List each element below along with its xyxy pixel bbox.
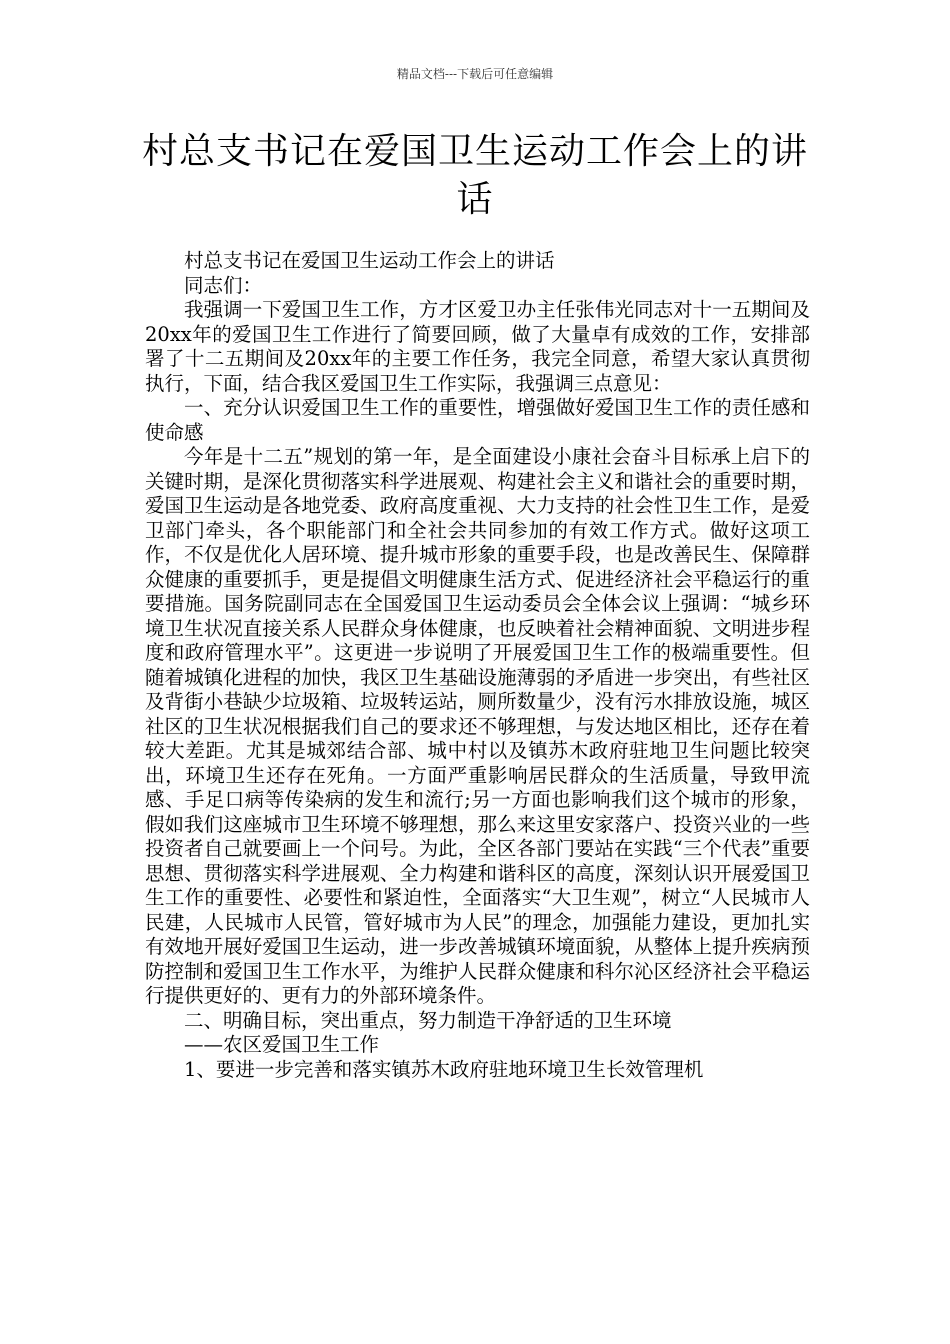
body-paragraph: 1、要进一步完善和落实镇苏木政府驻地环境卫生长效管理机	[184, 1057, 704, 1081]
body-paragraph: 同志们：	[184, 273, 263, 297]
body-paragraph: 今年是十二五”规划的第一年，是全面建设小康社会奋斗目标承上启下的关键时期，是深化贯彻落实科学进展观、构建社会主义和谐社会的重要时期，爱国卫生运动是各地党委、政府高度重视、大力支持的社会性卫生工作，是爱卫部门牵头，各个职能部门和全社会共同参加的有效工作方式。做好这项工作，不仅是优化人居环境、提升城市形象的重要手段，也是改善民生、保障群众健康的重要抓手，更是提倡文明健康生活方式、促进经济社会平稳运行的重要措施。国务院副同志在全国爱国卫生运动委员会全体会议上强调：“城乡环境卫生状况直接关系人民群众身体健康，也反映着社会精神面貌、文明进步程度和政府管理水平”。这更进一步说明了开展爱国卫生工作的极端重要性。但随着城镇化进程的加快，我区卫生基础设施薄弱的矛盾进一步突出，有些社区及背街小巷缺少垃圾箱、垃圾转运站，厕所数量少，没有污水排放设施，城区社区的卫生状况根据我们自己的要求还不够理想，与发达地区相比，还存在着较大差距。尤其是城郊结合部、城中村以及镇苏木政府驻地卫生问题比较突出，环境卫生还存在死角。一方面严重影响居民群众的生活质量，导致甲流感、手足口病等传染病的发生和流行;另一方面也影响我们这个城市的形象，假如我们这座城市卫生环境不够理想，那么来这里安家落户、投资兴业的一些投资者自己就要画上一个问号。为此，全区各部门要站在实践“三个代表”重要思想、贯彻落实科学进展观、全力构建和谐科区的高度，深刻认识开展爱国卫生工作的重要性、必要性和紧迫性，全面落实“大卫生观”，树立“人民城市人民建，人民城市人民管，管好城市为人民”的理念，加强能力建设，更加扎实有效地开展好爱国卫生运动，进一步改善城镇环境面貌，从整体上提升疾病预防控制和爱国卫生工作水平，为维护人民群众健康和科尔沁区经济社会平稳运行提供更好的、更有力的外部环境条件。	[145, 445, 810, 1007]
body-paragraph: 一、充分认识爱国卫生工作的重要性，增强做好爱国卫生工作的责任感和使命感	[145, 396, 810, 444]
header-note: 精品文档---下载后可任意编辑	[396, 67, 554, 81]
body-paragraph: ——农区爱国卫生工作	[184, 1033, 380, 1056]
document-body	[145, 249, 810, 1082]
body-paragraph: 村总支书记在爱国卫生运动工作会上的讲话	[184, 249, 555, 272]
document-title: 村总支书记在爱国卫生运动工作会上的讲话	[141, 131, 808, 220]
body-paragraph: 我强调一下爱国卫生工作，方才区爱卫办主任张伟光同志对十一五期间及20xx年的爱国卫生工作进行了简要回顾，做了大量卓有成效的工作，安排部署了十二五期间及20xx年的主要工作任务，我完全同意，希望大家认真贯彻执行，下面，结合我区爱国卫生工作实际，我强调三点意见：	[145, 298, 810, 395]
body-paragraph: 二、明确目标，突出重点，努力制造干净舒适的卫生环境	[184, 1008, 672, 1032]
